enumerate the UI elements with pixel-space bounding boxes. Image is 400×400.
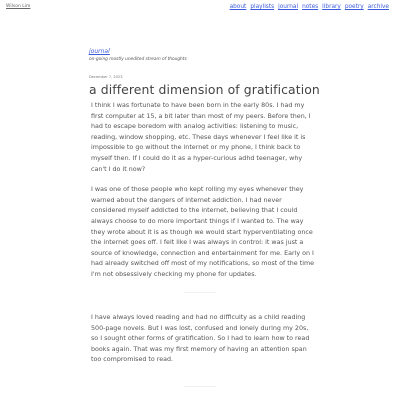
top-navigation xyxy=(230,4,389,10)
nav-link-journal[interactable]: journal xyxy=(278,4,299,10)
section-divider xyxy=(184,292,216,293)
nav-link-notes[interactable]: notes xyxy=(302,4,319,10)
post-paragraph: I think I was fortunate to have been born in the early 80s. I had my first computer at 15, a bit later than most of my peers. Before then, I had to escape boredom with analog activities: listening to music, reading, window shopping, etc. These days whenever I feel like it is impossible to go without the internet or my phone, I think back to myself then. If I could do it as a hyper-curious adhd teenager, why can't I do it now? xyxy=(91,102,311,173)
post-paragraph: I have always loved reading and had no difficulty as a child reading 500-page novels. But I was lost, confused and lonely during my 20s, so I sought other forms of gratification. So I had to learn how to read books again. That was my first memory of having an attention span too compromised to read. xyxy=(91,314,310,364)
site-name-link[interactable]: Wilson Lim xyxy=(6,4,31,9)
nav-link-library[interactable]: library xyxy=(322,4,341,10)
section-divider xyxy=(184,386,216,387)
post-date: December 7, 2023 xyxy=(89,75,123,79)
section-title-link[interactable]: journal xyxy=(89,48,110,55)
post-body xyxy=(91,101,317,281)
post-body-continued xyxy=(91,313,317,366)
post-title: a different dimension of gratification xyxy=(89,82,320,97)
section-subtitle: on-going mostly unedited stream of thoughts xyxy=(89,57,187,62)
nav-link-playlists[interactable]: playlists xyxy=(250,4,275,10)
nav-link-poetry[interactable]: poetry xyxy=(344,4,364,10)
nav-link-about[interactable]: about xyxy=(229,4,247,10)
post-paragraph: I was one of those people who kept rolling my eyes whenever they warned about the dangers of internet addiction. I had never considered myself addicted to the internet, believing that I could always choose to do more important things if I wanted to. The way they wrote about it is as though we would start hyperventilating once the internet goes off. I felt like I was always in control: it was just a source of knowledge, connection and entertainment for me. Early on I had already switched off most of my notifications, so most of the time I'm not obsessively checking my phone for updates. xyxy=(91,186,315,278)
nav-link-archive[interactable]: archive xyxy=(367,4,389,10)
